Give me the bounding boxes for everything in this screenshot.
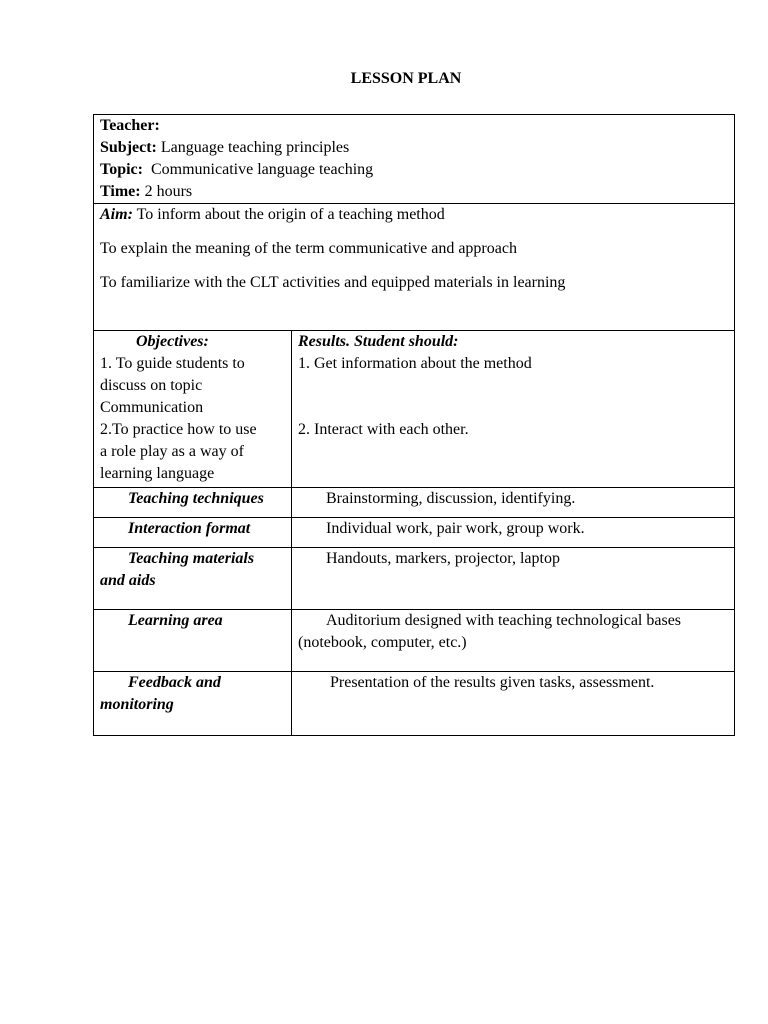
topic-value: Communicative language teaching bbox=[150, 161, 374, 178]
objective-2-line-2: a role play as a way of bbox=[100, 443, 244, 460]
aim-cell bbox=[94, 204, 735, 331]
topic-line bbox=[100, 159, 728, 181]
teaching-materials-label-cell bbox=[94, 548, 292, 610]
feedback-value: Presentation of the results given tasks, assessment. bbox=[330, 674, 655, 691]
time-label: Time: bbox=[100, 183, 141, 200]
results-cell bbox=[292, 331, 735, 488]
learning-area-label-cell bbox=[94, 610, 292, 672]
results-spacer-2 bbox=[298, 397, 728, 419]
interaction-format-label: Interaction format bbox=[128, 520, 251, 537]
feedback-value-cell bbox=[292, 672, 735, 736]
objectives-label: Objectives: bbox=[136, 333, 209, 350]
aim-line-2: To explain the meaning of the term communicative and approach bbox=[100, 240, 517, 257]
results-spacer-1 bbox=[298, 375, 728, 397]
teaching-techniques-label-cell bbox=[94, 488, 292, 518]
header-cell bbox=[94, 115, 735, 204]
learning-area-value-line-2: (notebook, computer, etc.) bbox=[298, 634, 467, 651]
teaching-techniques-value-cell bbox=[292, 488, 735, 518]
result-2: 2. Interact with each other. bbox=[298, 421, 469, 438]
teaching-techniques-value: Brainstorming, discussion, identifying. bbox=[326, 490, 576, 507]
objective-1-line-1: 1. To guide students to bbox=[100, 355, 245, 372]
objectives-cell bbox=[94, 331, 292, 488]
results-label: Results. Student should: bbox=[298, 333, 459, 350]
aim-label: Aim: bbox=[100, 206, 133, 223]
interaction-format-value: Individual work, pair work, group work. bbox=[326, 520, 585, 537]
aim-line-3: To familiarize with the CLT activities and equipped materials in learning bbox=[100, 274, 566, 291]
teaching-materials-label-line-2: and aids bbox=[100, 572, 156, 589]
learning-area-row bbox=[94, 610, 735, 672]
aim-text-1: To inform about the origin of a teaching method bbox=[136, 206, 445, 223]
lesson-plan-table bbox=[93, 114, 735, 736]
teaching-materials-label-line-1: Teaching materials bbox=[128, 550, 255, 567]
aim-line-1 bbox=[100, 204, 728, 226]
objective-2-line-1: 2.To practice how to use bbox=[100, 421, 257, 438]
learning-area-value-cell bbox=[292, 610, 735, 672]
interaction-format-label-cell bbox=[94, 518, 292, 548]
objective-1-line-2: discuss on topic bbox=[100, 377, 203, 394]
objectives-row bbox=[94, 331, 735, 488]
subject-label: Subject: bbox=[100, 139, 157, 156]
teaching-materials-value: Handouts, markers, projector, laptop bbox=[326, 550, 560, 567]
objective-2-line-3: learning language bbox=[100, 465, 215, 482]
teacher-label: Teacher: bbox=[100, 117, 160, 134]
aim-row bbox=[94, 204, 735, 331]
teacher-line bbox=[100, 115, 728, 137]
interaction-format-value-cell bbox=[292, 518, 735, 548]
interaction-format-row bbox=[94, 518, 735, 548]
objective-1-line-3: Communication bbox=[100, 399, 204, 416]
feedback-label-line-1: Feedback and bbox=[128, 674, 221, 691]
topic-label: Topic: bbox=[100, 161, 143, 178]
time-value: 2 hours bbox=[144, 183, 193, 200]
learning-area-value-line-1: Auditorium designed with teaching technological bases bbox=[326, 612, 682, 629]
learning-area-label: Learning area bbox=[128, 612, 223, 629]
subject-value: Language teaching principles bbox=[160, 139, 350, 156]
feedback-label-line-2: monitoring bbox=[100, 696, 174, 713]
teaching-materials-row bbox=[94, 548, 735, 610]
subject-line bbox=[100, 137, 728, 159]
header-row bbox=[94, 115, 735, 204]
teaching-materials-value-cell bbox=[292, 548, 735, 610]
page-title: LESSON PLAN bbox=[350, 70, 462, 87]
teaching-techniques-row bbox=[94, 488, 735, 518]
feedback-label-cell bbox=[94, 672, 292, 736]
result-1: 1. Get information about the method bbox=[298, 355, 532, 372]
time-line bbox=[100, 181, 728, 203]
feedback-row bbox=[94, 672, 735, 736]
teaching-techniques-label: Teaching techniques bbox=[128, 490, 264, 507]
